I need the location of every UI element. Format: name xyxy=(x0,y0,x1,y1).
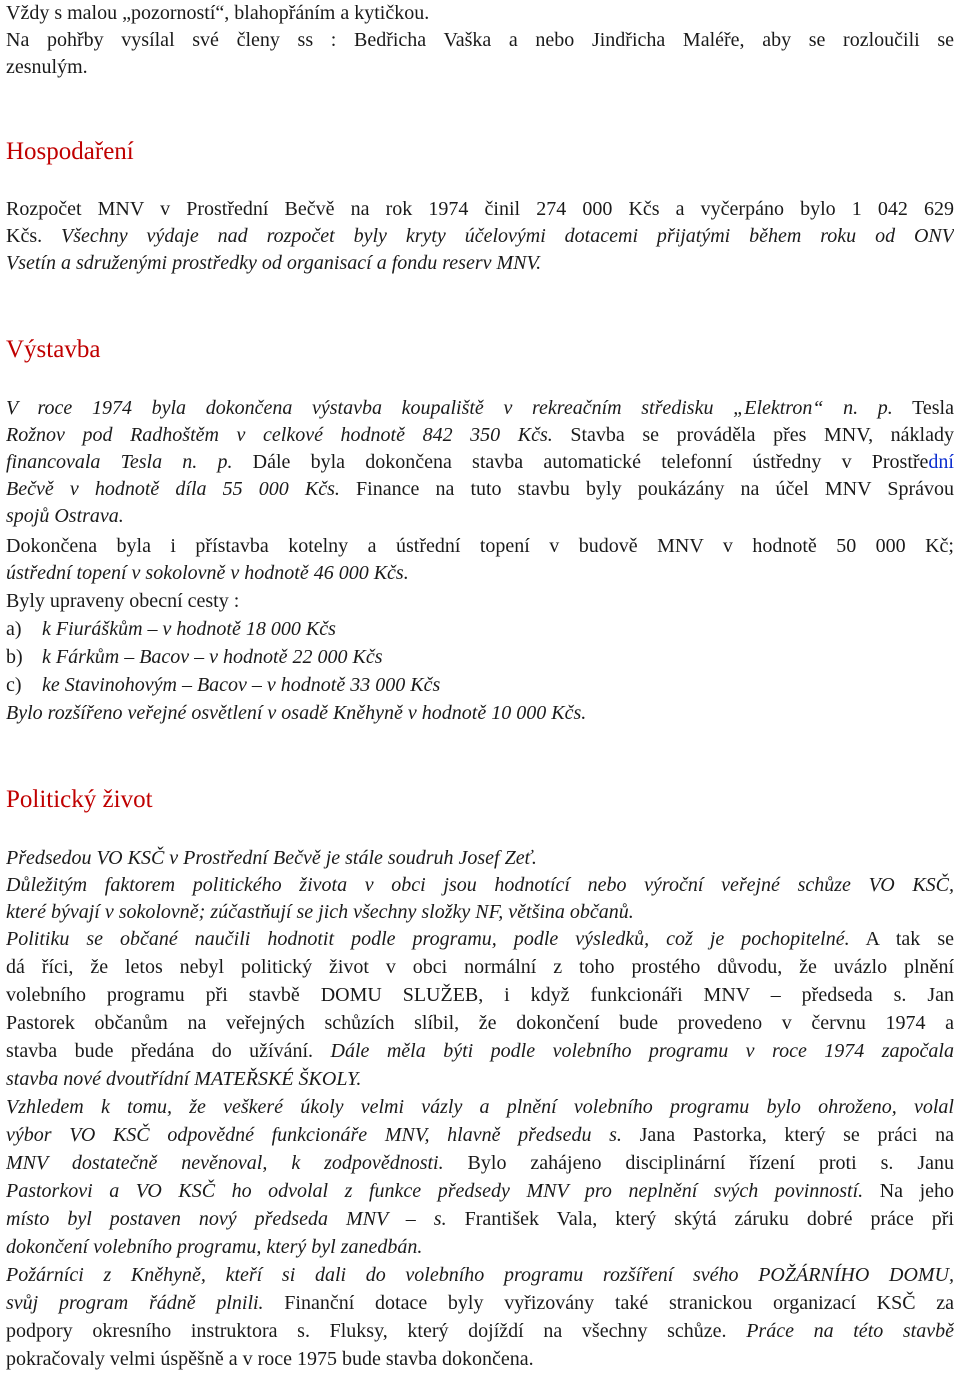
text-run-italic: místo byl postaven nový předseda MNV – s. xyxy=(6,1208,447,1230)
text-run-italic: Pastorkovi a VO KSČ ho odvolal z funkce předsedy MNV pro neplnění svých povinností. xyxy=(6,1180,864,1202)
text-run-italic: Všechny výdaje nad rozpočet byly kryty účelovými dotacemi přijatými během roku od ONV xyxy=(42,225,954,247)
text-run: podpory okresního instruktora s. xyxy=(6,1320,310,1342)
paragraph-line xyxy=(6,1206,954,1233)
text-run-italic: V roce 1974 byla dokončena výstavba koupaliště v rekreačním středisku „Elektron“ n. p. xyxy=(6,397,893,419)
text-run: Bylo zahájeno disciplinární řízení proti s. xyxy=(443,1152,894,1174)
paragraph-line: pokračovaly velmi úspěšně a v roce 1975 bude stavba dokončena. xyxy=(6,1348,534,1370)
road-list-item xyxy=(6,672,954,699)
text-run-italic: Rožnov pod Radhoštěm v celkové hodnotě 842 350 Kčs. xyxy=(6,424,553,446)
paragraph-line: Předsedou VO KSČ v Prostřední Bečvě je stále soudruh Josef Zeť. xyxy=(6,847,537,869)
text-run: Fluksy, který dojíždí na všechny schůze. xyxy=(309,1320,727,1342)
text-run-italic: MNV dostatečně nevěnoval, k zodpovědnosti. xyxy=(6,1152,444,1174)
paragraph-line xyxy=(6,223,954,250)
text-run-italic: Politiku se občané naučili hodnotit podle programu, podle výsledků, což je pochopitelné. xyxy=(6,928,850,950)
text-run-italic: Práce na této stavbě xyxy=(726,1320,954,1342)
paragraph-line xyxy=(6,926,954,953)
text-run-italic: Dále měla býti podle volebního programu v roce 1974 započala xyxy=(313,1040,954,1062)
list-text: k Fárkům – Bacov – v hodnotě 22 000 Kčs xyxy=(42,646,383,668)
text-run: Finance na tuto stavbu byly poukázány na účel MNV Správou xyxy=(339,478,954,500)
paragraph-line: Pastorek občanům na veřejných schůzích slíbil, že dokončení bude provedeno v červnu 1974 a xyxy=(6,1012,954,1034)
paragraph-line xyxy=(6,1318,954,1345)
paragraph-line: které bývají v sokolovně; zúčastňují se jich všechny složky NF, většina občanů. xyxy=(6,901,634,923)
list-marker: a) xyxy=(6,618,22,640)
intro-line: Vždy s malou „pozorností“, blahopřáním a kytičkou. xyxy=(6,2,430,24)
paragraph-line xyxy=(6,422,954,449)
paragraph-line: dá říci, že letos nebyl politický život v obci normální z toho prostého důvodu, že uvázlo plnění xyxy=(6,956,954,978)
text-run: Tesla xyxy=(892,397,954,419)
paragraph-line: Rozpočet MNV v Prostřední Bečvě na rok 1974 činil 274 000 Kčs a vyčerpáno bylo 1 042 629 xyxy=(6,198,954,220)
text-run: Janu xyxy=(893,1152,954,1174)
paragraph-line: volebního programu při stavbě DOMU SLUŽEB, i když funkcionáři MNV – předseda s. Jan xyxy=(6,984,954,1006)
text-run-italic: svůj program řádně plnili. xyxy=(6,1292,264,1314)
text-run: stavba bude předána do užívání. xyxy=(6,1040,314,1062)
paragraph-line xyxy=(6,1178,954,1205)
text-run: Dále byla dokončena stavba automatické telefonní ústředny v Prostře xyxy=(232,451,929,473)
paragraph-line: spojů Ostrava. xyxy=(6,505,124,527)
list-text: k Fiuráškům – v hodnotě 18 000 Kčs xyxy=(42,618,336,640)
paragraph-line: Bylo rozšířeno veřejné osvětlení v osadě Kněhyně v hodnotě 10 000 Kčs. xyxy=(6,702,587,724)
section-heading-hospodareni: Hospodaření xyxy=(6,138,134,165)
paragraph-line: Požárníci z Kněhyně, kteří si dali do volebního programu rozšíření svého POŽÁRNÍHO DOMU, xyxy=(6,1264,954,1286)
paragraph-line: Vzhledem k tomu, že veškeré úkoly velmi vázly a plnění volebního programu bylo ohroženo, volal xyxy=(6,1096,954,1118)
text-run: A tak se xyxy=(849,928,954,950)
paragraph-line xyxy=(6,1122,954,1149)
text-run: Kčs. xyxy=(6,225,43,247)
text-run-italic: Bečvě v hodnotě díla 55 000 Kčs. xyxy=(6,478,340,500)
text-run-italic: výbor VO KSČ odpovědné funkcionáře MNV, hlavně předsedu s. xyxy=(6,1124,622,1146)
paragraph-line: Dokončena byla i přístavba kotelny a ústřední topení v budově MNV v hodnotě 50 000 Kč; xyxy=(6,535,954,557)
paragraph-line: Byly upraveny obecní cesty : xyxy=(6,590,240,612)
intro-line: Na pohřby vysílal své členy ss : Bedřicha Vaška a nebo Jindřicha Maléře, aby se rozloučili se xyxy=(6,29,954,51)
section-heading-politicky-zivot: Politický život xyxy=(6,786,153,813)
text-run: Na jeho xyxy=(863,1180,954,1202)
text-run: Stavba se prováděla přes MNV, náklady xyxy=(552,424,954,446)
paragraph-line xyxy=(6,1038,954,1065)
paragraph-line: dokončení volebního programu, který byl zanedbán. xyxy=(6,1236,423,1258)
section-heading-vystavba: Výstavba xyxy=(6,336,101,363)
paragraph-line: Důležitým faktorem politického života v obci jsou hodnotící nebo výroční veřejné schůze VO KSČ, xyxy=(6,874,954,896)
paragraph-line: stavba nové dvoutřídní MATEŘSKÉ ŠKOLY. xyxy=(6,1068,362,1090)
paragraph-line xyxy=(6,449,954,476)
paragraph-line: ústřední topení v sokolovně v hodnotě 46 000 Kčs. xyxy=(6,562,409,584)
text-run: František Vala, který skýtá záruku dobré práce při xyxy=(446,1208,954,1230)
text-run-highlight: dní xyxy=(928,451,954,473)
paragraph-line xyxy=(6,476,954,503)
text-run: Jana Pastorka, který se práci na xyxy=(621,1124,954,1146)
paragraph-line: Vsetín a sdruženými prostředky od organisací a fondu reserv MNV. xyxy=(6,252,542,274)
text-run-italic: financovala Tesla n. p. xyxy=(6,451,233,473)
paragraph-line xyxy=(6,395,954,422)
paragraph-line xyxy=(6,1290,954,1317)
list-marker: b) xyxy=(6,646,23,668)
road-list-item xyxy=(6,616,954,643)
road-list-item xyxy=(6,644,954,671)
intro-line: zesnulým. xyxy=(6,56,88,78)
text-run: Finanční dotace byly vyřizovány také stranickou organizací KSČ za xyxy=(263,1292,954,1314)
paragraph-line xyxy=(6,1150,954,1177)
list-text: ke Stavinohovým – Bacov – v hodnotě 33 000 Kčs xyxy=(42,674,441,696)
list-marker: c) xyxy=(6,674,22,696)
